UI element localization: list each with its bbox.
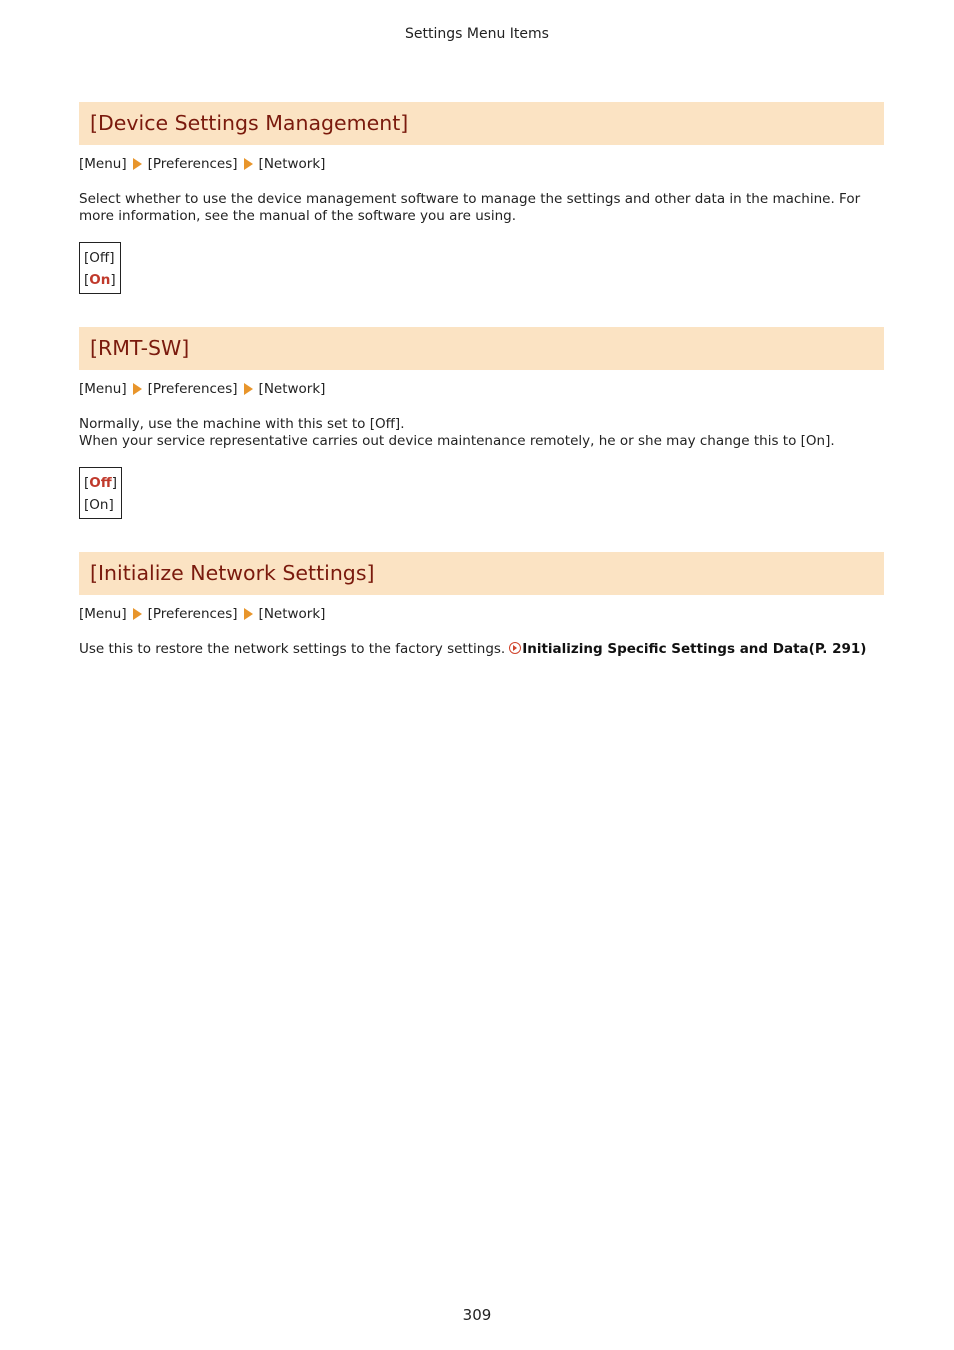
description-text: Use this to restore the network settings to the factory settings. bbox=[79, 641, 506, 657]
option-bracket-close: ] bbox=[110, 272, 116, 288]
section-description bbox=[79, 191, 884, 225]
description-paragraph: Normally, use the machine with this set to [Off]. bbox=[79, 416, 405, 432]
breadcrumb-arrow-icon bbox=[133, 383, 142, 395]
option-bracket-open: [ bbox=[84, 272, 90, 288]
option-off bbox=[84, 472, 117, 494]
options-box bbox=[79, 467, 122, 519]
option-bracket-close: ] bbox=[109, 250, 115, 266]
option-value-default: On bbox=[89, 272, 111, 288]
breadcrumb-arrow-icon bbox=[244, 608, 253, 620]
breadcrumb bbox=[79, 380, 884, 398]
breadcrumb-arrow-icon bbox=[244, 383, 253, 395]
breadcrumb-menu: [Menu] bbox=[79, 156, 127, 172]
section-device-settings-management bbox=[79, 102, 884, 294]
breadcrumb bbox=[79, 605, 884, 623]
breadcrumb-menu: [Menu] bbox=[79, 381, 127, 397]
breadcrumb bbox=[79, 155, 884, 173]
breadcrumb-network: [Network] bbox=[258, 381, 326, 397]
breadcrumb-arrow-icon bbox=[133, 158, 142, 170]
option-bracket-open: [ bbox=[84, 250, 90, 266]
option-value: Off bbox=[89, 250, 110, 266]
section-initialize-network-settings bbox=[79, 552, 884, 658]
breadcrumb-preferences: [Preferences] bbox=[147, 606, 238, 622]
option-bracket-open: [ bbox=[84, 497, 90, 513]
breadcrumb-network: [Network] bbox=[258, 606, 326, 622]
arrow-circle-icon[interactable] bbox=[509, 642, 521, 654]
option-bracket-close: ] bbox=[108, 497, 114, 513]
breadcrumb-menu: [Menu] bbox=[79, 606, 127, 622]
option-bracket-close: ] bbox=[111, 475, 117, 491]
page-number: 309 bbox=[462, 1306, 492, 1324]
breadcrumb-preferences: [Preferences] bbox=[147, 156, 238, 172]
breadcrumb-arrow-icon bbox=[133, 608, 142, 620]
option-on bbox=[84, 494, 117, 516]
description-paragraph bbox=[79, 641, 884, 658]
breadcrumb-preferences: [Preferences] bbox=[147, 381, 238, 397]
section-title: [Initialize Network Settings] bbox=[79, 552, 884, 595]
section-description bbox=[79, 416, 884, 450]
section-title: [Device Settings Management] bbox=[79, 102, 884, 145]
option-value-default: Off bbox=[89, 475, 112, 491]
option-on bbox=[84, 269, 116, 291]
section-rmt-sw bbox=[79, 327, 884, 519]
breadcrumb-arrow-icon bbox=[244, 158, 253, 170]
page-header: Settings Menu Items bbox=[405, 26, 549, 42]
description-paragraph: When your service representative carries out device maintenance remotely, he or she may change this to [On]. bbox=[79, 433, 835, 449]
option-off bbox=[84, 247, 116, 269]
option-value: On bbox=[89, 497, 109, 513]
option-bracket-open: [ bbox=[84, 475, 90, 491]
section-description bbox=[79, 641, 884, 658]
breadcrumb-network: [Network] bbox=[258, 156, 326, 172]
description-paragraph: Select whether to use the device management software to manage the settings and other data in the machine. For more information, see the manual of the software you are using. bbox=[79, 191, 861, 224]
options-box bbox=[79, 242, 121, 294]
link-initializing-specific-settings[interactable]: Initializing Specific Settings and Data(P. 291) bbox=[522, 641, 867, 657]
section-title: [RMT-SW] bbox=[79, 327, 884, 370]
